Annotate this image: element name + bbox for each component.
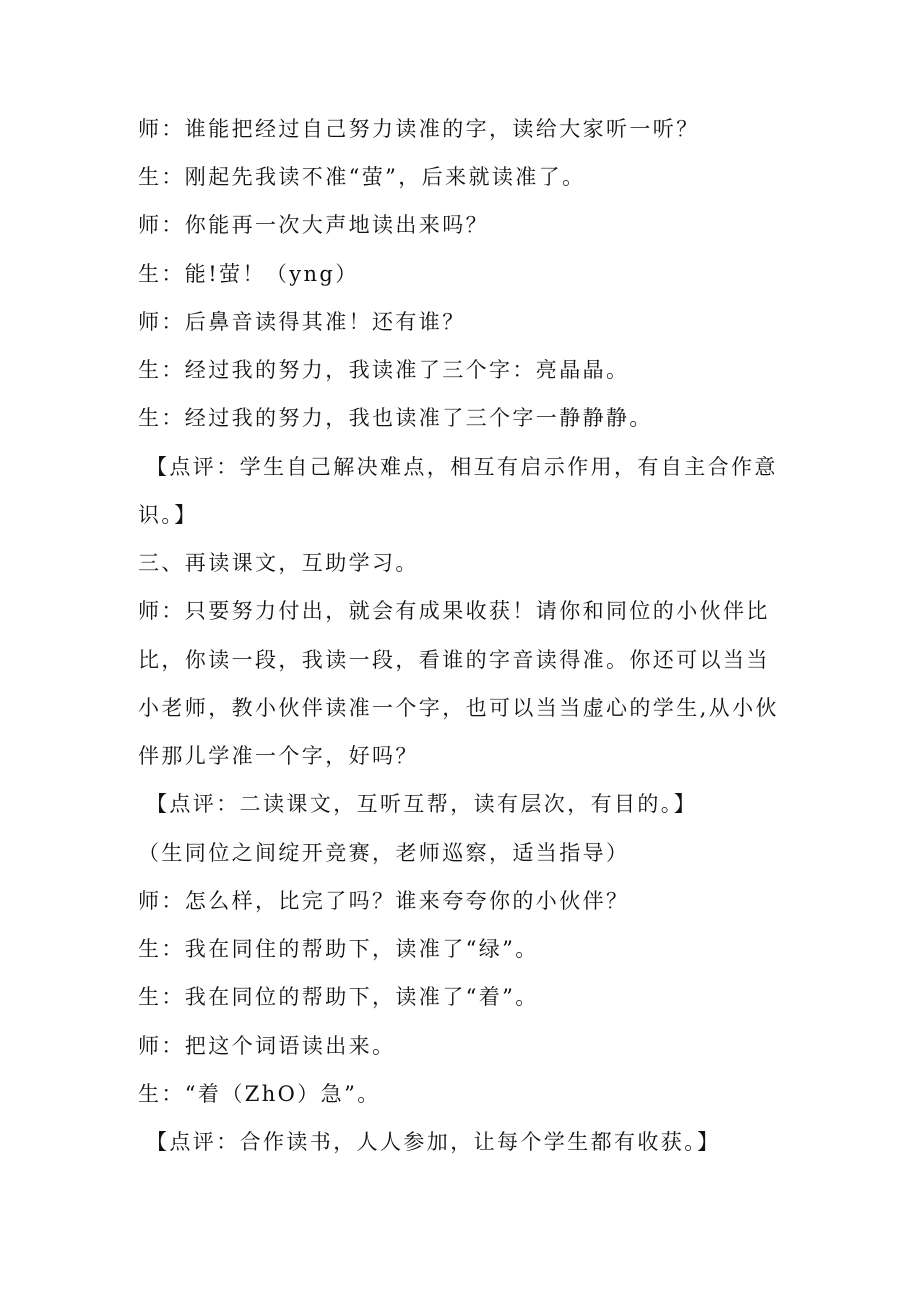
dialogue-line: 生：“着（ZhO）急”。: [138, 1082, 381, 1106]
dialogue-line: 师：后鼻音读得其准！还有谁？: [138, 310, 466, 334]
dialogue-line: 生：我在同住的帮助下，读准了“绿”。: [138, 937, 539, 961]
dialogue-line: 生：经过我的努力，我读准了三个字：亮晶晶。: [138, 358, 630, 382]
dialogue-line: 师：谁能把经过自己努力读准的字，读给大家听一听？: [138, 117, 700, 141]
dialogue-line: 师：怎么样，比完了吗？谁来夸夸你的小伙伴？: [138, 889, 630, 913]
dialogue-line: 师：只要努力付出，就会有成果收获！请你和同位的小伙伴比: [138, 599, 770, 623]
section-heading: 三、再读课文，互助学习。: [138, 551, 419, 575]
dialogue-line: 生：我在同位的帮助下，读准了“着”。: [138, 985, 539, 1009]
comment-line: 【点评：学生自己解决难点，相互有启示作用，有自主合作意: [146, 455, 778, 479]
comment-line: 识。】: [138, 503, 198, 527]
dialogue-line: 师：把这个词语读出来。: [138, 1034, 396, 1058]
dialogue-line: 小老师，教小伙伴读准一个字，也可以当当虚心的学生,从小伙: [138, 696, 779, 720]
stage-direction: （生同位之间绽开竞赛，老师巡察，适当指导）: [138, 841, 630, 865]
comment-line: 【点评：合作读书，人人参加，让每个学生都有收获。】: [146, 1130, 721, 1154]
dialogue-line: 生：经过我的努力，我也读准了三个字一静静静。: [138, 406, 653, 430]
dialogue-line: 生：刚起先我读不准“萤”，后来就读准了。: [138, 165, 586, 189]
comment-line: 【点评：二读课文，互听互帮，读有层次，有目的。】: [146, 792, 698, 816]
dialogue-line: 比，你读一段，我读一段，看谁的字音读得准。你还可以当当: [138, 648, 770, 672]
dialogue-line: 生：能!萤！（yng）: [138, 262, 359, 286]
dialogue-line: 伴那儿学准一个字，好吗？: [138, 744, 419, 768]
dialogue-line: 师：你能再一次大声地读出来吗？: [138, 213, 489, 237]
